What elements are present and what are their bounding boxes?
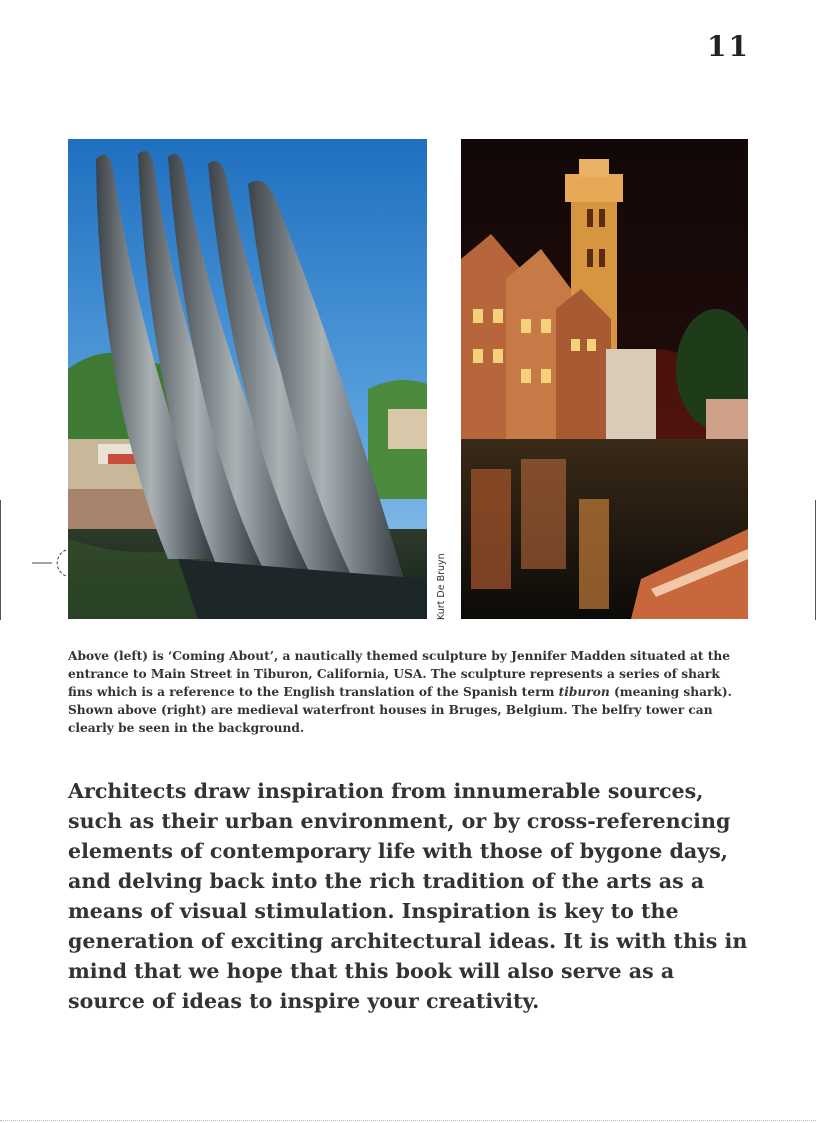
body-paragraph: Architects draw inspiration from innumerable sources, such as their urban environment, or by cross-referencing elements of contemporary life with those of bygone days, and delving back into the rich tradition of the arts as a means of visual stimulation. Inspiration is key to the generation of exciting architectural ideas. It is with this in mind that we hope that this book will also serve as a source of ideas to inspire your creativity. — [68, 779, 748, 1013]
photo-credit: Kurt De Bruyn — [436, 553, 447, 620]
page-bottom-rule — [0, 1120, 816, 1121]
bruges-photo — [461, 139, 748, 619]
registration-mark — [32, 548, 68, 578]
caption-italic-term: tiburon — [558, 685, 610, 699]
crop-mark-left — [0, 500, 1, 620]
photo-caption: Above (left) is ‘Coming About’, a nautically themed sculpture by Jennifer Madden situated at the entrance to Main Street in Tiburon, California, USA. The sculpture represents a series of shark fins which is a reference to the English translation of the Spanish term tiburon (meaning shark). Shown above (right) are medieval waterfront houses in Bruges, Belgium. The belfry tower can clearly be seen in the background. — [68, 649, 732, 735]
sculpture-photo — [68, 139, 427, 619]
page-number: 11 — [707, 30, 750, 63]
